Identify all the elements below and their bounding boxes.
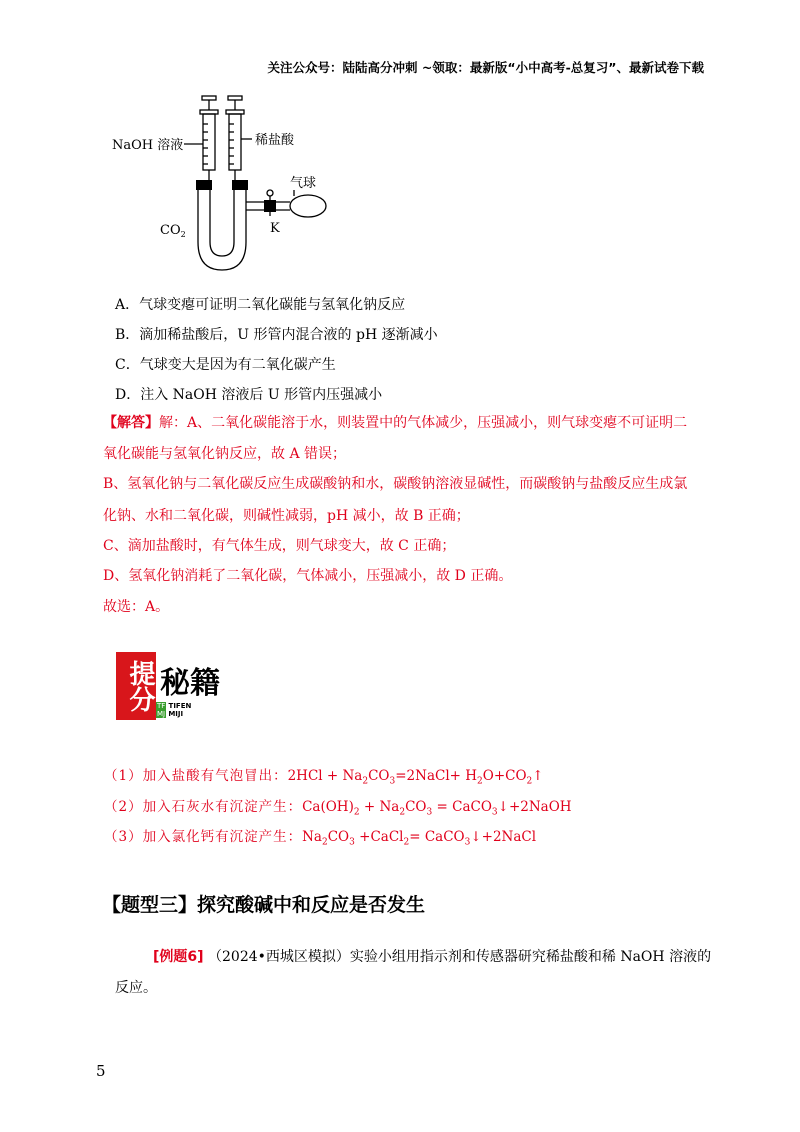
balloon-label: 气球: [290, 176, 317, 191]
option-d: D．注入 NaOH 溶液后 U 形管内压强减小: [115, 387, 383, 403]
example-line-1: [例题6] （2024•西城区模拟）实验小组用指示剂和传感器研究稀盐酸和稀 NaOH 溶液的: [153, 949, 712, 965]
option-c: C．气球变大是因为有二氧化碳产生: [115, 357, 336, 373]
hcl-label: 稀盐酸: [255, 133, 295, 148]
answer-line-1: 【解答】解：A、二氧化碳能溶于水，则装置中的气体减少，压强减小，则气球变瘪不可证明二: [103, 415, 688, 431]
example-line-2: 反应。: [115, 980, 157, 996]
answer-line-2: 氧化碳能与氢氧化钠反应，故 A 错误；: [103, 446, 347, 462]
equation-2: （2）加入石灰水有沉淀产生：$Ca(OH)_2 + Na_2CO_3$ = CaCO$_3$↓+2NaOH: [104, 799, 572, 818]
section-title: 【题型三】探究酸碱中和反应是否发生: [102, 894, 426, 916]
answer-line-3: B、氢氧化钠与二氧化碳反应生成碳酸钠和水，碳酸钠溶液显碱性，而碳酸钠与盐酸反应生成氯: [103, 476, 688, 492]
answer-line-7: 故选：A。: [103, 599, 170, 615]
equation-1: （1）加入盐酸有气泡冒出：$2HCl + Na_2CO_3=2NaCl+$ $H_2O+CO_2↑$: [104, 768, 544, 787]
logo-badges: TF TIFEN MJ MIJI: [157, 702, 192, 718]
option-a: A．气球变瘪可证明二氧化碳能与氢氧化钠反应: [115, 297, 406, 313]
naoh-label: NaOH 溶液: [112, 138, 184, 153]
logo-side-chars: 秘籍: [160, 666, 220, 701]
k-label: K: [270, 221, 280, 236]
logo-main-chars: 提分: [116, 652, 156, 720]
apparatus-diagram: [110, 92, 340, 282]
answer-line-5: C、滴加盐酸时，有气体生成，则气球变大，故 C 正确；: [103, 538, 456, 554]
answer-line-6: D、氢氧化钠消耗了二氧化碳，气体减小，压强减小，故 D 正确。: [103, 568, 513, 584]
page-number: 5: [96, 1062, 106, 1080]
option-b: B．滴加稀盐酸后，U 形管内混合液的 pH 逐渐减小: [115, 327, 438, 343]
co2-label: $CO_2$: [160, 223, 186, 239]
page-header: 关注公众号：陆陆高分冲刺 ~领取：最新版“小中高考-总复习”、最新试卷下载: [267, 60, 704, 75]
tifen-miji-logo: [116, 652, 236, 724]
equation-3: （3）加入氯化钙有沉淀产生：$Na_2CO_3$ +CaCl$_2$= CaCO$_3$↓+2NaCl: [104, 829, 537, 848]
answer-line-4: 化钠、水和二氧化碳，则碱性减弱，pH 减小，故 B 正确；: [103, 508, 470, 524]
